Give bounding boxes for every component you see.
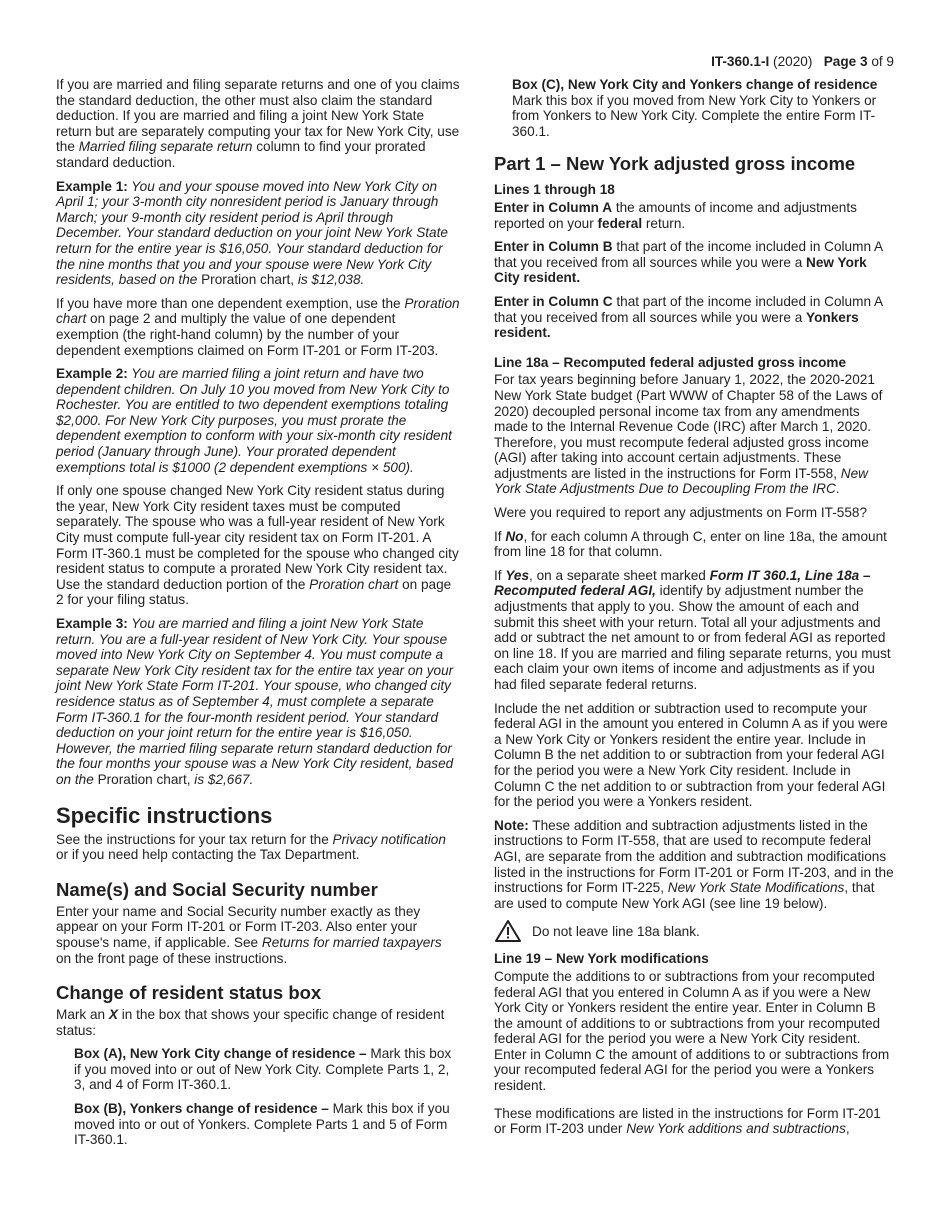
page-word: Page (823, 54, 857, 69)
dependent-exemption-paragraph: If you have more than one dependent exemption, use the Proration chart on page 2 and multiply the value of one dependent exemption (the right-hand column) by the number of your dependent exemptions claimed on Form IT-201 or Form IT-203. (56, 295, 460, 358)
modifications-paragraph: These modifications are listed in the instructions for Form IT-201 or Form IT-203 under New York additions and subtractions, (494, 1105, 881, 1137)
line-19-heading: Line 19 – New York modifications (494, 951, 709, 967)
change-status-paragraph: Mark an X in the box that shows your specific change of resident status: (56, 1007, 445, 1038)
change-status-heading: Change of resident status box (56, 982, 322, 1004)
line-18a-heading: Line 18a – Recomputed federal adjusted gross income (494, 354, 847, 370)
box-c-paragraph: Box (C), New York City and Yonkers change of residence Mark this box if you moved from New York City to Yonkers or from Yonkers to New York City. Complete the entire Form IT-360.1. (512, 77, 878, 139)
note-paragraph: Note: These addition and subtraction adjustments listed in the instructions to Form IT-558, that are used to recompute federal AGI, are separate from the addition and subtraction modifications listed in the instructions for Form IT-201 or Form IT-203, and in the instructions for Form IT-225, New York State Modifications, that are used to compute New York AGI (see line 19 below). (494, 817, 894, 911)
page-header (711, 54, 894, 70)
page-of: of 9 (871, 54, 894, 69)
warning-icon (494, 919, 522, 943)
example-2: Example 2: You are married filing a joint return and have two dependent children. On July 10 you moved from New York City to Rochester. You are entitled to two dependent exemptions totaling $2,000. For New York City purposes, you must prorate the dependent exemption to conform with your six-month city resident period (January through June). Your prorated dependent exemptions total is $1000 (2 dependent exemptions × 500). (56, 366, 452, 475)
if-yes-paragraph: If Yes, on a separate sheet marked Form IT 360.1, Line 18a – Recomputed federal AGI, identify by adjustment number the adjustments that apply to you. Show the amount of each and submit this sheet with your return. Total all your adjustments and add or subtract the net amount to or from federal AGI as reported on line 18. If you are married and filing separate returns, you must each claim your own items of income and adjustments as if you had filed separate federal returns. (494, 567, 891, 692)
specific-instructions-heading: Specific instructions (56, 802, 273, 828)
part-1-heading: Part 1 – New York adjusted gross income (494, 153, 856, 175)
example-1: Example 1: You and your spouse moved into New York City on April 1; your 3-month city nonresident period is January through March; your 9-month city resident period is April through December. Your standard deduction on your joint New York State return for the entire year is $16,050. Your standard deduction for the nine months that you and your spouse were New York City residents, based on the Proration chart, is $12,038. (56, 178, 448, 288)
form-id: IT-360.1-I (711, 54, 770, 69)
line-19-paragraph: Compute the additions to or subtractions from your recomputed federal AGI that you entered in Column A as if you were a New York City or Yonkers resident the entire year. Enter in Column B the amount of additions to or subtractions from your recomputed federal AGI for the period you were a New York City resident. Enter in Column C the amount of additions to or subtractions from your recomputed federal AGI for the period you were a Yonkers resident. (494, 968, 890, 1094)
form-year: (2020) (773, 54, 813, 69)
right-column (494, 77, 896, 1145)
if-no-paragraph: If No, for each column A through C, enter on line 18a, the amount from line 18 for that column. (494, 528, 887, 560)
warning-text: Do not leave line 18a blank. (532, 923, 700, 939)
lines-1-18-heading: Lines 1 through 18 (494, 182, 615, 198)
standard-deduction-paragraph: If you are married and filing separate returns and one of you claims the standard deduction, the other must also claim the standard deduction. If you are married and filing a joint New York State return but are separately computing your tax for New York City, use the Married filing separate return column to find your prorated standard deduction. (56, 77, 460, 170)
it-558-question: Were you required to report any adjustments on Form IT-558? (494, 505, 868, 521)
name-ssn-heading: Name(s) and Social Security number (56, 878, 378, 900)
box-a-paragraph: Box (A), New York City change of residence – Mark this box if you moved into or out of New York City. Complete Parts 1, 2, 3, and 4 of Form IT-360.1. (74, 1046, 452, 1093)
specific-instructions-paragraph: See the instructions for your tax return for the Privacy notification or if you need help contacting the Tax Department. (56, 831, 446, 863)
column-b-paragraph: Enter in Column B that part of the income included in Column A that you received from all sources while you were a New York City resident. (494, 239, 883, 286)
warning-notice (494, 919, 896, 943)
include-net-paragraph: Include the net addition or subtraction used to recompute your federal AGI in the amount you entered in Column A as if you were a New York City or Yonkers resident the entire year. Include in Column B the net addition to or subtraction from your federal AGI for the period you were a New York City resident. Include in Column C the net addition to or subtraction from your federal AGI for the period you were a Yonkers resident. (494, 700, 888, 810)
column-c-paragraph: Enter in Column C that part of the income included in Column A that you received from all sources while you were a Yonkers resident. (494, 293, 883, 341)
one-spouse-paragraph: If only one spouse changed New York City resident status during the year, New York City resident taxes must be computed separately. The spouse who was a full-year resident of New York City must compute full-year city resident tax on Form IT-201. A Form IT-360.1 must be completed for the spouse who changed city resident status to compute a prorated New York City resident tax. Use the standard deduction portion of the Proration chart on page 2 for your filing status. (56, 483, 459, 608)
name-ssn-paragraph: Enter your name and Social Security number exactly as they appear on your Form IT-201 or Form IT-203. Also enter your spouse's name, if applicable. See Returns for married taxpayers on the front page of these instructions. (56, 903, 442, 966)
column-a-paragraph: Enter in Column A the amounts of income and adjustments reported on your federal return. (494, 199, 857, 231)
line-18a-paragraph: For tax years beginning before January 1, 2022, the 2020-2021 New York State budget (Part WWW of Chapter 58 of the Laws of 2020) decoupled personal income tax from any amendments made to the Internal Revenue Code (IRC) after March 1, 2020. Therefore, you must recompute federal adjusted gross income (AGI) after taking into account certain adjustments. These adjustments are listed in the instructions for Form IT-558, New York State Adjustments Due to Decoupling From the IRC. (494, 372, 883, 497)
box-b-paragraph: Box (B), Yonkers change of residence – Mark this box if you moved into or out of Yonkers. Complete Parts 1 and 5 of Form IT-360.1. (74, 1101, 450, 1148)
page-number: 3 (859, 54, 868, 69)
example-3: Example 3: You are married and filing a joint New York State return. You are a full-year resident of New York City. Your spouse moved into New York City on September 4. You must compute a separate New York City resident tax for the entire tax year on your joint New York State Form IT-201. Your spouse, who changed city residence status as of September 4, must complete a separate Form IT-360.1 for the four-month resident period. Your standard deduction on your joint return for the entire year is $16,050. However, the married filing separate return standard deduction for the four months your spouse was a New York City resident, based on the Proration chart, is $2,667. (56, 616, 454, 787)
left-column (56, 77, 460, 1156)
